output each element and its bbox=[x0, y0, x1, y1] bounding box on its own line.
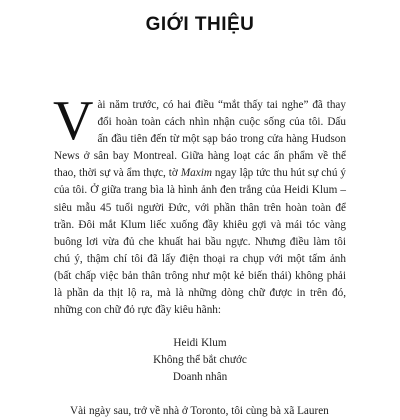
magazine-name: Maxim bbox=[180, 167, 212, 180]
body-text bbox=[53, 90, 347, 420]
drop-cap: V bbox=[53, 90, 94, 152]
cover-line-2: Không thể bắt chước bbox=[153, 354, 247, 367]
paragraph-2: Vài ngày sau, trở về nhà ở Toronto, tôi cùng bà xã Lauren bbox=[70, 404, 329, 417]
paragraph-1 bbox=[53, 90, 347, 319]
paragraph-1-text-b: ngay lập tức thu hút sự chú ý của tôi. Ở giữa trang bìa là hình ảnh đen trắng của Heidi Klum – siêu mẫu 45 tuổi người Đức, với phần thân trên hoàn toàn để trần. Đôi mắt Klum liếc xuống đầy khiêu gợi và mái tóc vàng buông lơi vừa đủ che khuất hai bầu ngực. Nhưng điều làm tôi chú ý, thậm chí tôi đã lấy điện thoại ra chụp với một tấm ảnh (bất chấp việc bản thân trông như một kẻ biến thái) không phải là phần da thịt lộ ra, mà là những dòng chữ được in trên đó, những con chữ đỏ rực đầy kiêu hãnh: bbox=[54, 167, 347, 317]
cover-quote bbox=[54, 335, 346, 386]
paragraph-1-text-a: ài năm trước, có hai điều “mắt thấy tai nghe” đã thay đổi hoàn toàn cách nhìn nhận cuộc sống của tôi. Dấu ấn đầu tiên đến từ một sạp báo trong cửa hàng Hudson News ở sân bay Montreal. Giữa hàng loạt các ấn phẩm về thể thao, thời sự và ẩm thực, tờ bbox=[54, 99, 346, 180]
cover-line-3: Doanh nhân bbox=[172, 371, 228, 384]
chapter-title: GIỚI THIỆU bbox=[145, 14, 255, 35]
cover-line-1: Heidi Klum bbox=[173, 337, 227, 350]
